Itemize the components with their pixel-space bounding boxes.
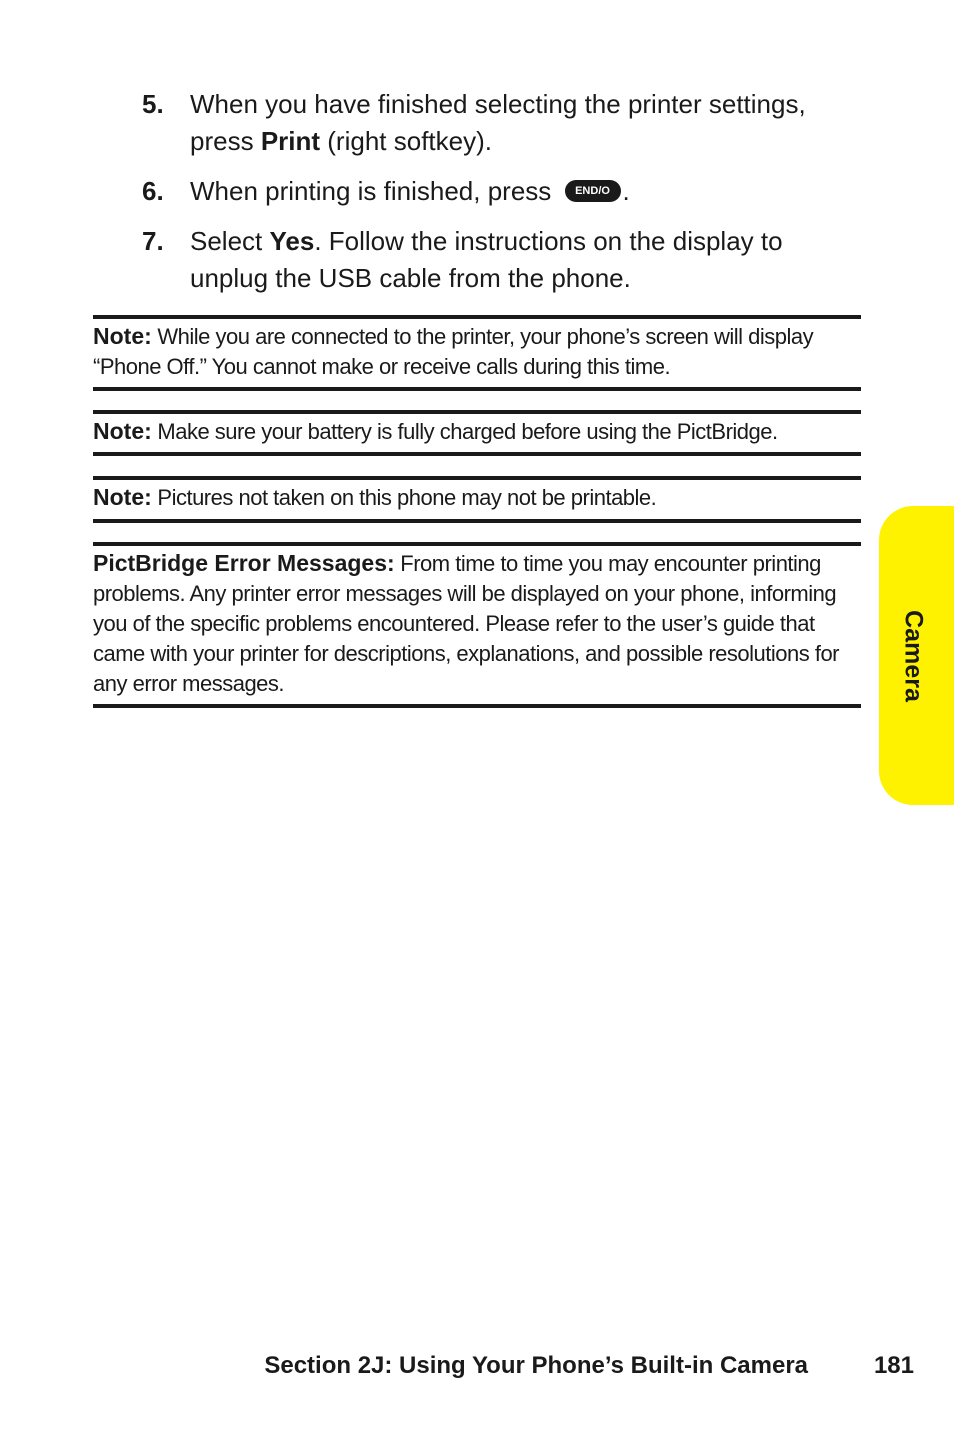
note-connected [93,315,861,391]
note-label: PictBridge Error Messages: [93,550,395,576]
step-text: When you have finished selecting the printer settings, press [190,89,806,156]
step-text: (right softkey). [320,126,492,156]
note-error-messages [93,542,861,708]
end-power-key-icon: END/O [565,180,621,202]
step-list [140,86,850,310]
note-text: From time to time you may encounter printing problems. Any printer error messages will be displayed on your phone, informing you of the specific problems encountered. Please refer to the user’s guide that came with your printer for descriptions, explanations, and possible resolutions for any error messages. [93,551,840,696]
step-text: Select [190,226,270,256]
step-number: 5. [142,89,164,119]
step-6 [140,173,850,210]
note-label: Note: [93,418,152,444]
page-number: 181 [873,1352,914,1379]
step-number: 7. [142,226,164,256]
step-5 [140,86,850,160]
note-text: Pictures not taken on this phone may not be printable. [151,485,657,510]
note-pictures [93,476,861,523]
note-text: While you are connected to the printer, your phone’s screen will display “Phone Off.” You cannot make or receive calls during this time. [93,324,814,379]
footer-section-title: Section 2J: Using Your Phone’s Built-in Camera [264,1352,808,1379]
step-7 [140,223,850,297]
step-text: . Follow the instructions on the display to unplug the USB cable from the phone. [190,226,783,293]
note-label: Note: [93,484,152,510]
note-text: Make sure your battery is fully charged before using the PictBridge. [151,419,778,444]
step-number: 6. [142,176,164,206]
softkey-label: Print [260,126,321,156]
note-label: Note: [93,323,152,349]
step-text: . [622,176,630,206]
step-text: When printing is finished, press [190,176,559,206]
section-tab [879,506,954,805]
section-tab-label: Camera [899,610,928,702]
note-battery [93,410,861,456]
option-label: Yes [269,226,315,256]
